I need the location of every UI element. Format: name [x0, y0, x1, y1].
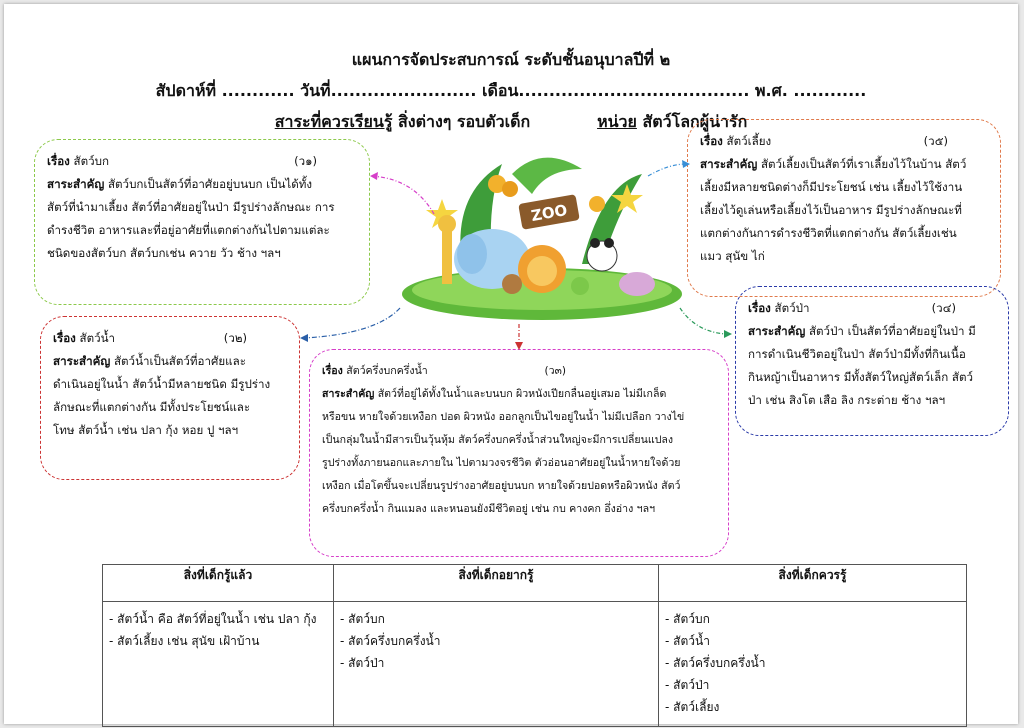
topic-name: สัตว์เลี้ยง — [726, 134, 772, 148]
topic-box-pets — [687, 119, 1001, 297]
essence-line: ครึ่งบกครึ่งน้ำ กินแมลง และหนอนยังมีชีวิตอยู่ เช่น กบ คางคก อึ่งอ่าง ฯลฯ — [322, 503, 656, 515]
essence-line: หรือขน หายใจด้วยเหงือก ปอด ผิวหนัง ออกลูกเป็นไขอยู่ในน้ำ ไม่มีเปลือก วางไข่ — [322, 411, 685, 423]
giraffe-neck — [442, 229, 452, 284]
elephant-ear — [457, 234, 487, 274]
list-item: - สัตว์น้ำ คือ สัตว์ที่อยู่ในน้ำ เช่น ปลา กุ้ง — [109, 612, 317, 626]
should-know-cell — [659, 602, 967, 727]
essence-line: สัตว์ที่นำมาเลี้ยง สัตว์ที่อาศัยอยู่ในป่า มีรูปร่างลักษณะ การ — [47, 200, 335, 214]
topic-number: (ว๑) — [294, 154, 317, 168]
essence-label: สาระสำคัญ — [748, 324, 806, 338]
topic-box-water-animals — [40, 316, 300, 480]
essence-line: เหงือก เมื่อโตขึ้นจะเปลี่ยนรูปร่างอาศัยอยู่บนบก หายใจด้วยปอดหรือผิวหนัง สัตว์ — [322, 480, 681, 492]
table-header: สิ่งที่เด็กรู้แล้ว — [103, 565, 334, 602]
table-header: สิ่งที่เด็กควรรู้ — [659, 565, 967, 602]
topic-label: เรื่อง — [47, 154, 70, 168]
list-item: - สัตว์น้ำ — [665, 634, 710, 648]
unit-value: สัตว์โลกผู้น่ารัก — [642, 112, 748, 131]
essence-label: สาระสำคัญ — [700, 157, 758, 171]
document-page — [4, 4, 1018, 724]
essence-line: แมว สุนัข ไก่ — [700, 249, 765, 263]
plan-title: แผนการจัดประสบการณ์ ระดับชั้นอนุบาลปีที่ ๒ — [351, 50, 671, 69]
essence-line: ดำรงชีวิต อาหารและที่อยู่อาศัยที่แตกต่างกันไปตามแต่ละ — [47, 223, 330, 237]
topic-name: สัตว์น้ำ — [79, 331, 116, 345]
coconut — [589, 196, 605, 212]
knowledge-table — [102, 564, 967, 727]
essence-line: ชนิดของสัตว์บก สัตว์บกเช่น ควาย วัว ช้าง ฯลฯ — [47, 246, 281, 260]
lion-face — [527, 256, 557, 286]
topic-name: สัตว์ป่า — [774, 301, 810, 315]
essence-line: เป็นกลุ่มในน้ำมีสารเป็นวุ้นหุ้ม สัตว์ครึ่งบกครึ่งน้ำส่วนใหญ่จะมีการเปลี่ยนแปลง — [322, 434, 674, 446]
want-to-know-cell — [334, 602, 659, 727]
essence-line: เลี้ยงมีหลายชนิดต่างก็มีประโยชน์ เช่น เลี้ยงไว้ใช้งาน — [700, 180, 963, 194]
essence-line: สัตว์ป่า เป็นสัตว์ที่อาศัยอยู่ในป่า มี — [808, 324, 976, 338]
coconut — [502, 181, 518, 197]
topic-name: สัตว์บก — [73, 154, 110, 168]
topic-number: (ว๓) — [544, 365, 566, 377]
frog — [571, 277, 589, 295]
list-item: - สัตว์บก — [665, 612, 710, 626]
list-item: - สัตว์บก — [340, 612, 385, 626]
subject-label: สาระที่ควรเรียนรู้ — [274, 112, 393, 131]
table-header: สิ่งที่เด็กอยากรู้ — [334, 565, 659, 602]
list-item: - สัตว์ป่า — [340, 656, 385, 670]
topic-number: (ว๔) — [931, 301, 956, 315]
unit-label: หน่วย — [597, 112, 637, 131]
topic-box-amphibians — [309, 349, 729, 557]
date-line: สัปดาห์ที่ ............ วันที่........................ เดือน...................................... พ.ศ. ............ — [155, 81, 867, 100]
essence-line: แตกต่างกันการดำรงชีวิตที่แตกต่างกัน สัตว์เลี้ยงเช่น — [700, 226, 957, 240]
arrow-to-wild — [676, 302, 736, 342]
topic-box-wild-animals — [735, 286, 1009, 436]
monkey — [502, 274, 522, 294]
essence-line: เลี้ยงไว้ดูเล่นหรือเลี้ยงไว้เป็นอาหาร มีรูปร่างลักษณะที่ — [700, 203, 962, 217]
hippo — [619, 272, 655, 296]
arrow-to-land — [364, 164, 444, 224]
panda-ear — [604, 238, 614, 248]
panda-ear — [590, 238, 600, 248]
essence-line: รูปร่างทั้งภายนอกและภายใน ไปตามวงจรชีวิต ตัวอ่อนอาศัยอยู่ในน้ำหายใจด้วย — [322, 457, 681, 469]
topic-number: (ว๕) — [923, 134, 948, 148]
topic-label: เรื่อง — [322, 365, 343, 377]
topic-label: เรื่อง — [53, 331, 76, 345]
arrow-to-amphibians — [509, 322, 529, 352]
topic-box-land-animals — [34, 139, 370, 305]
list-item: - สัตว์เลี้ยง — [665, 700, 720, 714]
essence-label: สาระสำคัญ — [322, 388, 375, 400]
list-item: - สัตว์เลี้ยง เช่น สุนัข เฝ้าบ้าน — [109, 634, 260, 648]
known-cell — [103, 602, 334, 727]
essence-line: สัตว์บกเป็นสัตว์ที่อาศัยอยู่บนบก เป็นได้ทั้ง — [107, 177, 313, 191]
zoo-sign-text: ZOO — [529, 200, 569, 226]
arrow-to-water — [296, 304, 406, 344]
essence-line: สัตว์น้ำเป็นสัตว์ที่อาศัยและ — [113, 354, 246, 368]
palm-leaf — [512, 158, 582, 194]
essence-line: กินหญ้าเป็นอาหาร มีทั้งสัตว์ใหญ่สัตว์เล็ก สัตว์ — [748, 370, 974, 384]
topic-number: (ว๒) — [223, 331, 247, 345]
list-item: - สัตว์ป่า — [665, 678, 710, 692]
list-item: - สัตว์ครึ่งบกครึ่งน้ำ — [665, 656, 766, 670]
list-item: - สัตว์ครึ่งบกครึ่งน้ำ — [340, 634, 441, 648]
essence-line: สัตว์เลี้ยงเป็นสัตว์ที่เราเลี้ยงไว้ในบ้าน สัตว์ — [760, 157, 967, 171]
arrow-to-pets — [644, 154, 694, 184]
topic-label: เรื่อง — [700, 134, 723, 148]
subject-value: สิ่งต่างๆ รอบตัวเด็ก — [398, 112, 531, 131]
topic-name: สัตว์ครึ่งบกครึ่งน้ำ — [346, 365, 428, 377]
table-header-row — [103, 565, 967, 602]
essence-line: การดำเนินชีวิตอยู่ในป่า สัตว์ป่ามีทั้งที่กินเนื้อ — [748, 347, 966, 361]
table-row — [103, 602, 967, 727]
essence-line: ลักษณะที่แตกต่างกัน มีทั้งประโยชน์และ — [53, 400, 251, 414]
essence-label: สาระสำคัญ — [53, 354, 111, 368]
essence-line: ดำเนินอยู่ในน้ำ สัตว์น้ำมีหลายชนิด มีรูปร่าง — [53, 377, 271, 391]
topic-label: เรื่อง — [748, 301, 771, 315]
essence-line: โทษ สัตว์น้ำ เช่น ปลา กุ้ง หอย ปู ฯลฯ — [53, 423, 239, 437]
essence-label: สาระสำคัญ — [47, 177, 105, 191]
essence-line: สัตว์ที่อยู่ได้ทั้งในน้ำและบนบก ผิวหนังเปียกลื่นอยู่เสมอ ไม่มีเกล็ด — [377, 388, 667, 400]
essence-line: ป่า เช่น สิงโต เสือ ลิง กระต่าย ช้าง ฯลฯ — [748, 393, 946, 407]
